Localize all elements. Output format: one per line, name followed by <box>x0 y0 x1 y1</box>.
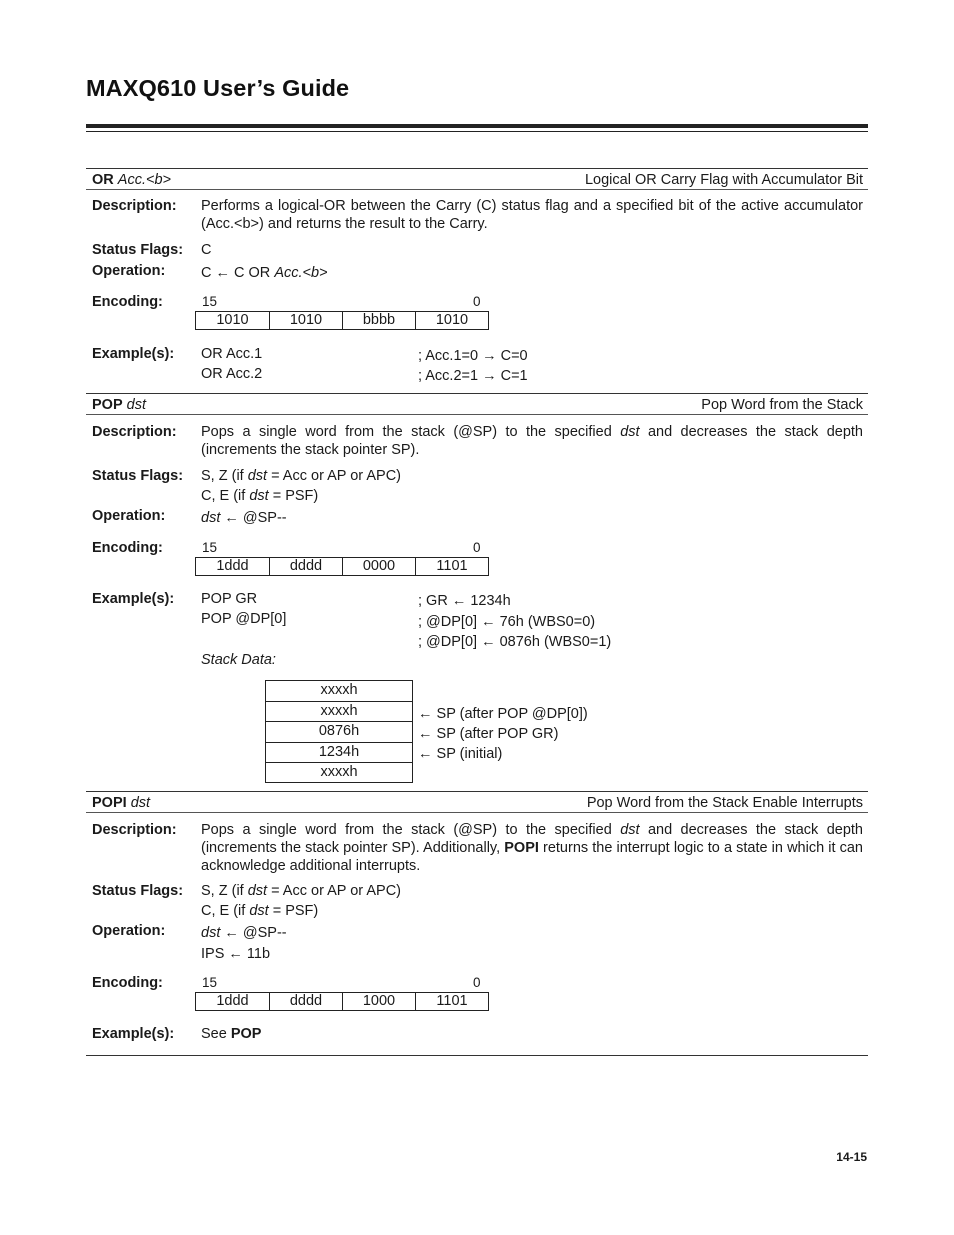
or-operation-lhs: C ← C OR <box>201 265 275 281</box>
example-see-text: See <box>201 1026 231 1042</box>
or-example-comment: ; Acc.1=0 → C=0 <box>418 348 528 364</box>
pop-description-part: Pops a single word from the stack (@SP) to the specified <box>201 424 621 440</box>
stack-pointer-note: ← SP (after POP @DP[0]) <box>418 706 588 722</box>
stack-cell: xxxxh <box>266 701 412 721</box>
or-section-top-rule <box>86 168 868 169</box>
encoding-cell: 1ddd <box>216 993 249 1009</box>
pop-bit-high: 15 <box>202 540 218 555</box>
title-rule-thick <box>86 124 868 128</box>
popi-examples-label: Example(s): <box>92 1026 175 1042</box>
encoding-cell: 1101 <box>415 993 488 1010</box>
encoding-cell: 0000 <box>342 558 415 575</box>
status-text: = PSF) <box>268 903 319 919</box>
or-summary: Logical OR Carry Flag with Accumulator Bit <box>584 172 863 188</box>
stack-cell: 1234h <box>266 742 412 762</box>
popi-operation-line-2: IPS ← 11b <box>201 946 271 962</box>
pop-example-code: POP @DP[0] <box>201 611 287 627</box>
encoding-cell: dddd <box>269 993 342 1010</box>
or-bit-high: 15 <box>202 294 218 309</box>
popi-description <box>201 821 863 875</box>
stack-cell: xxxxh <box>320 682 358 698</box>
stack-data-table <box>265 680 413 783</box>
status-text: C, E (if <box>201 903 250 919</box>
or-operation <box>201 264 328 282</box>
status-text: C, E (if <box>201 488 250 504</box>
operation-dst: dst <box>201 510 221 526</box>
operation-dst: dst <box>201 925 221 941</box>
pop-example-comment: ; GR ← 1234h <box>418 593 511 609</box>
popi-status-line-1 <box>201 882 401 900</box>
popi-description-label: Description: <box>92 822 177 838</box>
encoding-cell: bbbb <box>342 312 415 329</box>
encoding-cell: 1010 <box>415 312 488 329</box>
popi-operation-label: Operation: <box>92 923 166 939</box>
or-description: Performs a logical-OR between the Carry (C) status flag and a specified bit of the active accumulator (Acc.<b>) and returns the result to the Carry. <box>201 198 863 232</box>
popi-bit-low: 0 <box>473 975 481 990</box>
title-rule-thin <box>86 131 868 132</box>
encoding-cell: 1101 <box>415 558 488 575</box>
popi-section-bottom-rule <box>86 1055 868 1056</box>
pop-description-part: and decreases the stack depth (increments the stack pointer SP). <box>201 424 863 458</box>
popi-summary: Pop Word from the Stack Enable Interrupts <box>586 795 863 811</box>
or-example-code: OR Acc.2 <box>201 366 263 382</box>
pop-status-label: Status Flags: <box>92 468 184 484</box>
pop-operation <box>201 509 287 527</box>
stack-cell: xxxxh <box>266 762 412 782</box>
example-reference: POP <box>230 1026 262 1042</box>
or-mnemonic: OR <box>92 172 114 188</box>
page-title: MAXQ610 User’s Guide <box>86 75 350 101</box>
popi-bit-high: 15 <box>202 975 218 990</box>
popi-status-line-2 <box>201 902 318 920</box>
or-operand: Acc.<b> <box>117 172 171 188</box>
stack-pointer-note: ← SP (initial) <box>418 746 503 762</box>
popi-operation-line-1 <box>201 924 287 942</box>
popi-section-top-rule <box>86 791 868 792</box>
or-instruction-header <box>92 171 171 189</box>
pop-summary: Pop Word from the Stack <box>701 397 863 413</box>
or-description-label: Description: <box>92 198 177 214</box>
popi-operand: dst <box>130 795 151 811</box>
status-dst: dst <box>247 883 268 899</box>
pop-section-top-rule <box>86 393 868 394</box>
popi-description-part: and decreases the stack depth (increments the stack pointer SP). Additionally, <box>201 822 863 856</box>
popi-mnemonic: POPI <box>92 795 127 811</box>
status-text: = PSF) <box>268 488 319 504</box>
or-operation-label: Operation: <box>92 263 166 279</box>
encoding-cell: 1010 <box>216 312 249 328</box>
or-example-code: OR Acc.1 <box>201 346 263 362</box>
popi-description-mnemonic: POPI <box>504 840 539 856</box>
or-encoding-table <box>195 311 489 330</box>
pop-status-line-1 <box>201 467 401 485</box>
status-text: = Acc or AP or APC) <box>267 883 401 899</box>
pop-status-line-2 <box>201 487 318 505</box>
stack-data-caption: Stack Data: <box>201 652 276 668</box>
or-status-value: C <box>201 242 212 258</box>
encoding-cell: 1ddd <box>216 558 249 574</box>
popi-instruction-header <box>92 794 150 812</box>
popi-example <box>201 1025 261 1043</box>
operation-text: ← @SP-- <box>220 925 287 941</box>
status-text: = Acc or AP or APC) <box>267 468 401 484</box>
pop-encoding-table <box>195 557 489 576</box>
popi-encoding-table <box>195 992 489 1011</box>
pop-bit-low: 0 <box>473 540 481 555</box>
page-number: 14-15 <box>836 1150 867 1164</box>
pop-example-comment: ; @DP[0] ← 0876h (WBS0=1) <box>418 634 612 650</box>
or-status-label: Status Flags: <box>92 242 184 258</box>
status-dst: dst <box>247 468 268 484</box>
pop-operation-label: Operation: <box>92 508 166 524</box>
status-text: S, Z (if <box>201 468 248 484</box>
pop-description <box>201 423 863 459</box>
pop-operand: dst <box>126 397 146 413</box>
status-text: S, Z (if <box>201 883 248 899</box>
popi-description-dst: dst <box>620 822 640 838</box>
encoding-cell: 1000 <box>342 993 415 1010</box>
encoding-cell: dddd <box>269 558 342 575</box>
popi-description-part: Pops a single word from the stack (@SP) to the specified <box>201 822 621 838</box>
or-example-comment: ; Acc.2=1 → C=1 <box>418 368 528 384</box>
or-bit-low: 0 <box>473 294 481 309</box>
or-operation-rhs: Acc.<b> <box>274 265 328 281</box>
pop-encoding-label: Encoding: <box>92 540 163 556</box>
popi-header-rule <box>86 812 868 813</box>
pop-example-comment: ; @DP[0] ← 76h (WBS0=0) <box>418 614 596 630</box>
pop-description-label: Description: <box>92 424 177 440</box>
pop-header-rule <box>86 414 868 415</box>
pop-examples-label: Example(s): <box>92 591 175 607</box>
operation-text: ← @SP-- <box>220 510 287 526</box>
encoding-cell: 1010 <box>269 312 342 329</box>
pop-mnemonic: POP <box>92 397 123 413</box>
pop-description-dst: dst <box>620 424 640 440</box>
pop-example-code: POP GR <box>201 591 258 607</box>
popi-encoding-label: Encoding: <box>92 975 163 991</box>
stack-cell: 0876h <box>266 721 412 741</box>
popi-status-label: Status Flags: <box>92 883 184 899</box>
status-dst: dst <box>249 488 269 504</box>
status-dst: dst <box>249 903 269 919</box>
or-header-rule <box>86 189 868 190</box>
pop-instruction-header <box>92 396 146 414</box>
or-encoding-label: Encoding: <box>92 294 163 310</box>
or-examples-label: Example(s): <box>92 346 175 362</box>
popi-description-part: returns the interrupt logic to a state in which it can acknowledge additional interrupts. <box>201 840 863 874</box>
stack-pointer-note: ← SP (after POP GR) <box>418 726 559 742</box>
